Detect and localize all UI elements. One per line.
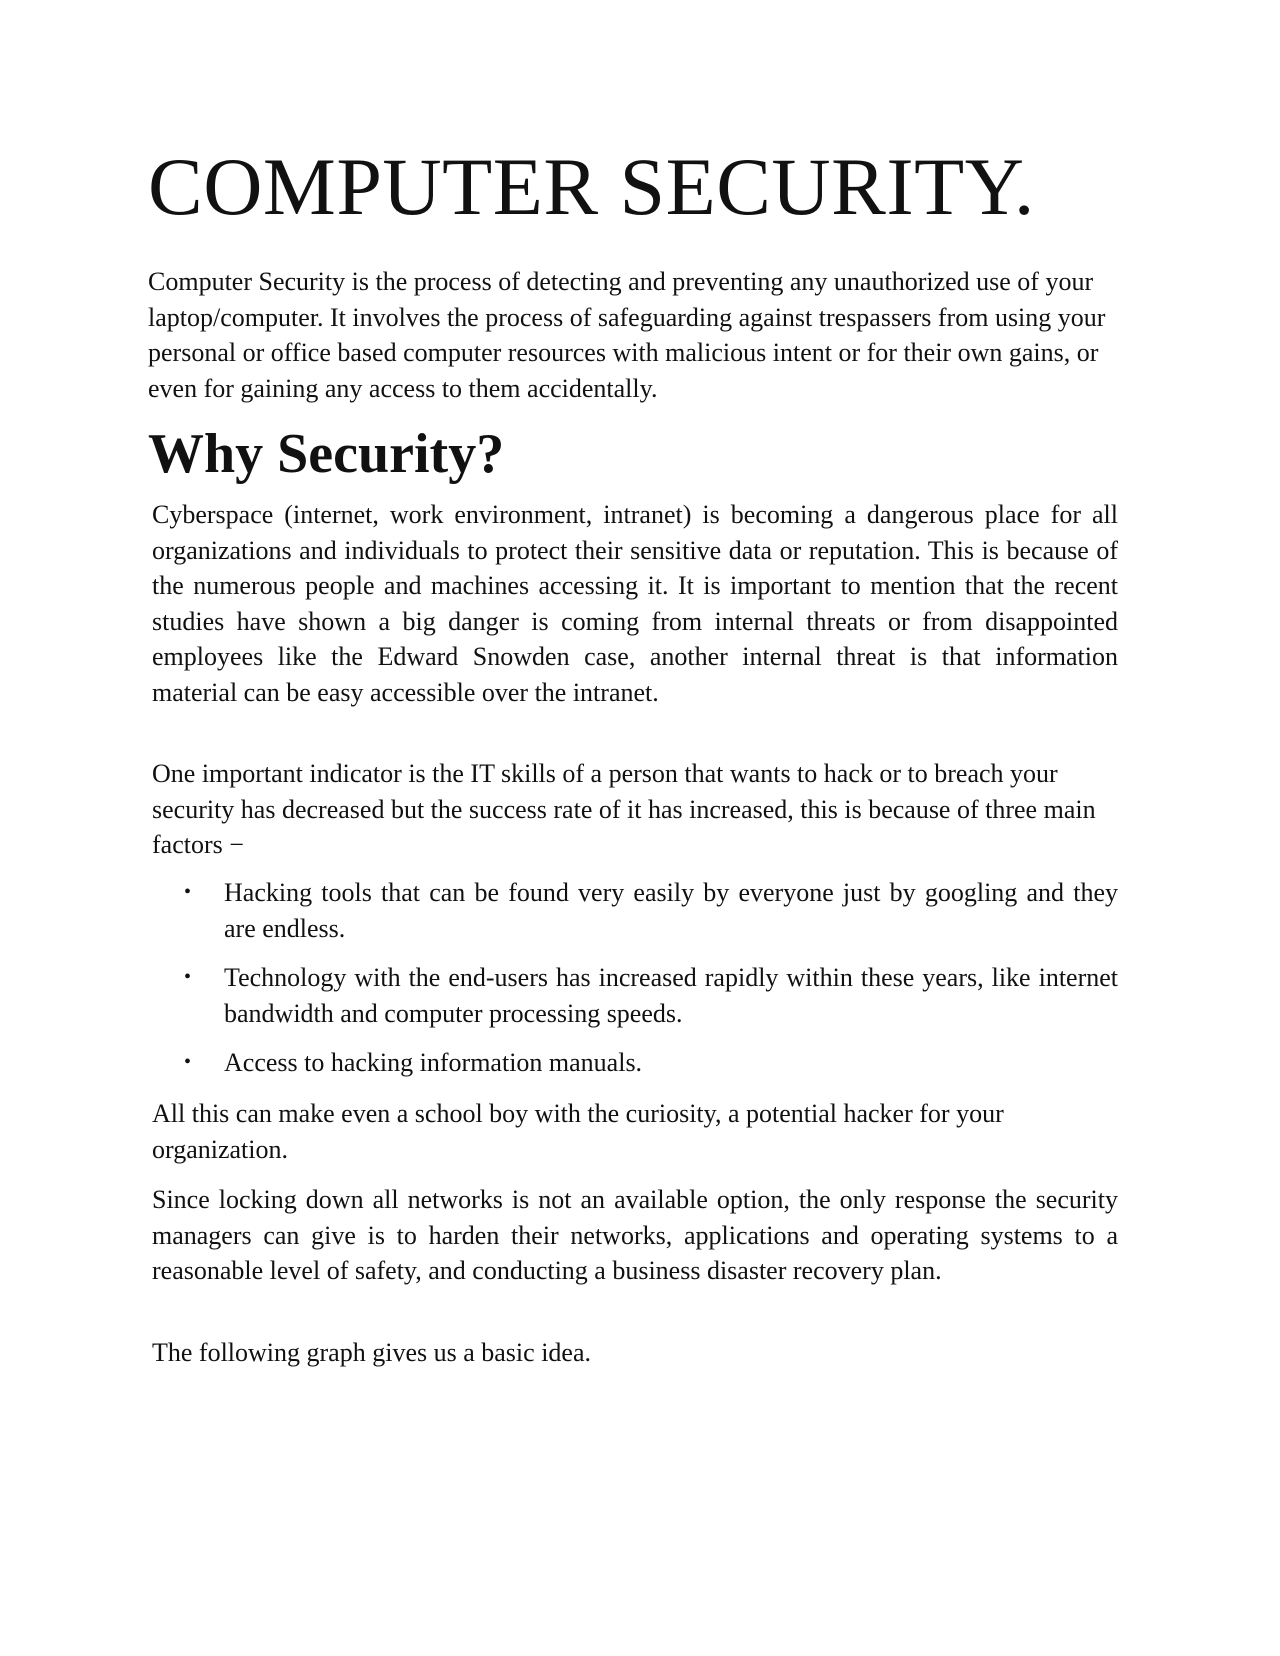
- paragraph-graph-intro: The following graph gives us a basic idea.: [152, 1338, 591, 1367]
- list-item: [152, 960, 1118, 1031]
- list-item: [152, 875, 1118, 946]
- bullet-icon: •: [184, 881, 192, 903]
- list-item-text: Technology with the end-users has increased rapidly within these years, like internet bandwidth and computer processing speeds.: [224, 963, 1118, 1028]
- bullet-icon: •: [184, 966, 192, 988]
- paragraph-indicator: One important indicator is the IT skills of a person that wants to hack or to breach your security has decreased but the success rate of it has increased, this is because of three main factors −: [152, 759, 1096, 859]
- list-item-text: Access to hacking information manuals.: [224, 1048, 643, 1077]
- intro-paragraph: Computer Security is the process of detecting and preventing any unauthorized use of your laptop/computer. It involves the process of safeguarding against trespassers from using your personal or office based computer resources with malicious intent or for their own gains, or even for gaining any access to them accidentally.: [148, 267, 1106, 403]
- list-item: [152, 1045, 1118, 1081]
- paragraph-locking-down: Since locking down all networks is not an available option, the only response the security managers can give is to harden their networks, applications and operating systems to a reasonable level of safety, and conducting a business disaster recovery plan.: [152, 1185, 1118, 1285]
- document-title: COMPUTER SECURITY.: [148, 141, 1035, 232]
- list-item-text: Hacking tools that can be found very easily by everyone just by googling and they are endless.: [224, 878, 1118, 943]
- paragraph-school-boy: All this can make even a school boy with the curiosity, a potential hacker for your organization.: [152, 1099, 1004, 1164]
- section-heading-why-security: Why Security?: [148, 423, 505, 485]
- factors-list: [152, 875, 1118, 1095]
- bullet-icon: •: [184, 1051, 192, 1073]
- paragraph-cyberspace: Cyberspace (internet, work environment, intranet) is becoming a dangerous place for all organizations and individuals to protect their sensitive data or reputation. This is because of the numerous people and machines accessing it. It is important to mention that the recent studies have shown a big danger is coming from internal threats or from disappointed employees like the Edward Snowden case, another internal threat is that information material can be easy accessible over the intranet.: [152, 500, 1118, 707]
